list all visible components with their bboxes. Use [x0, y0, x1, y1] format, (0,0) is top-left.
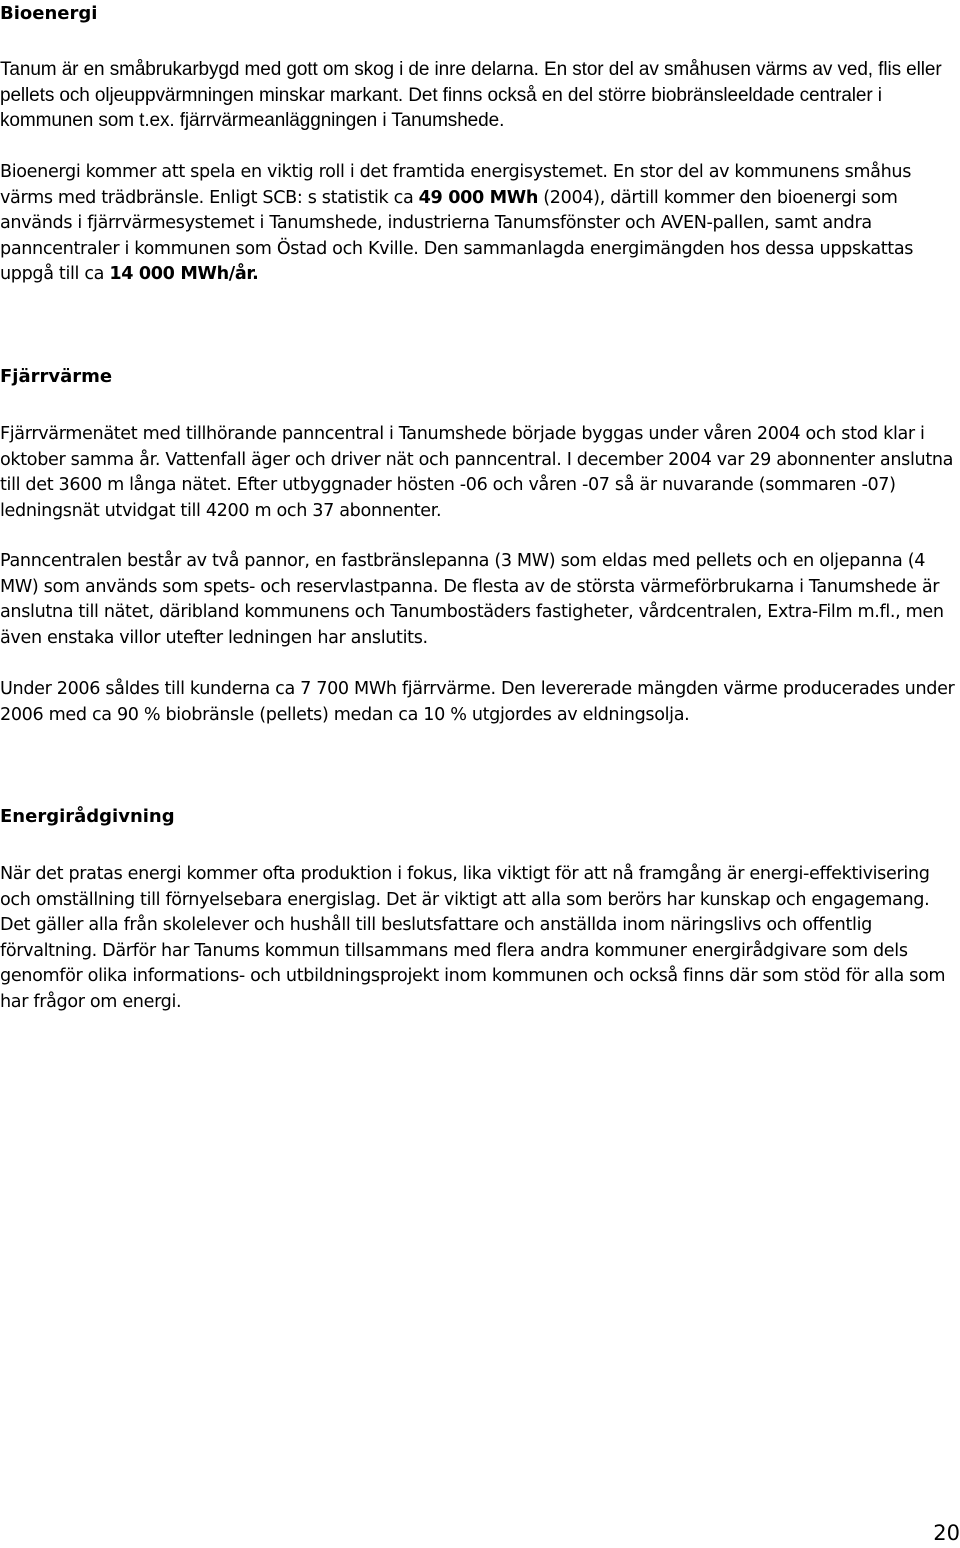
- paragraph-fjarrvarme-panncentral: Panncentralen består av två pannor, en fastbränslepanna (3 MW) som eldas med pellets och en oljepanna (4 MW) som används som spets- och reservlastpanna. De flesta av de största värmeförbrukarna i Tanumshede är anslutna till nätet, däribland kommunens och Tanumbostäders fastigheter, vårdcentralen, Extra-Film m.fl., men även enstaka villor utefter ledningen har anslutits.: [0, 551, 944, 648]
- paragraph-bioenergi-statistics: [0, 160, 958, 288]
- heading-bioenergi: Bioenergi: [0, 3, 98, 24]
- paragraph-fjarrvarme-2006: Under 2006 såldes till kunderna ca 7 700 MWh fjärrvärme. Den levererade mängden värme producerades under 2006 med ca 90 % biobränsle (pellets) medan ca 10 % utgjordes av eldningsolja.: [0, 679, 955, 725]
- page-number: 20: [933, 1521, 960, 1545]
- paragraph-energiradgivning: När det pratas energi kommer ofta produktion i fokus, lika viktigt för att nå framgång är energi-effektivisering och omställning till förnyelsebara energislag. Det är viktigt att alla som berörs har kunskap och engagemang. Det gäller alla från skolelever och hushåll till beslutsfattare och anställda inom näringslivs och offentlig förvaltning. Därför har Tanums kommun tillsammans med flera andra kommuner energirådgivare som dels genomför olika informations- och utbildningsprojekt inom kommunen och också finns där som stöd för alla som har frågor om energi.: [0, 864, 946, 1012]
- paragraph-bioenergi-intro: Tanum är en småbrukarbygd med gott om skog i de inre delarna. En stor del av småhusen värms av ved, flis eller pellets och oljeuppvärmningen minskar markant. Det finns också en del större biobränsleeldade centraler i kommunen som t.ex. fjärrvärmeanläggningen i Tanumshede.: [0, 59, 942, 131]
- text-segment: Bioenergi kommer att spela en viktig roll i det framtida energisystemet. En stor del av kommunens småhus värms med trädbränsle. Enligt SCB: s statistik ca: [0, 162, 912, 208]
- heading-fjarrvarme: Fjärrvärme: [0, 366, 113, 387]
- heading-energiradgivning: Energirådgivning: [0, 806, 175, 827]
- paragraph-fjarrvarme-network: Fjärrvärmenätet med tillhörande panncentral i Tanumshede började byggas under våren 2004 och stod klar i oktober samma år. Vattenfall äger och driver nät och panncentral. I december 2004 var 29 abonnenter anslutna till det 3600 m långa nätet. Efter utbyggnader hösten -06 och våren -07 så är nuvarande (sommaren -07) ledningsnät utvidgat till 4200 m och 37 abonnenter.: [0, 424, 954, 521]
- highlight-49000-mwh: 49 000 MWh: [418, 187, 539, 208]
- highlight-14000-mwh: 14 000 MWh/år.: [109, 264, 259, 284]
- text-segment: (2004), därtill kommer den bioenergi som används i fjärrvärmesystemet i Tanumshede, industrierna Tanumsfönster och AVEN-pallen, samt andra panncentraler i kommunen som Östad och Kville. Den sammanlagda energimängden hos dessa uppskattas uppgå till ca: [0, 187, 914, 284]
